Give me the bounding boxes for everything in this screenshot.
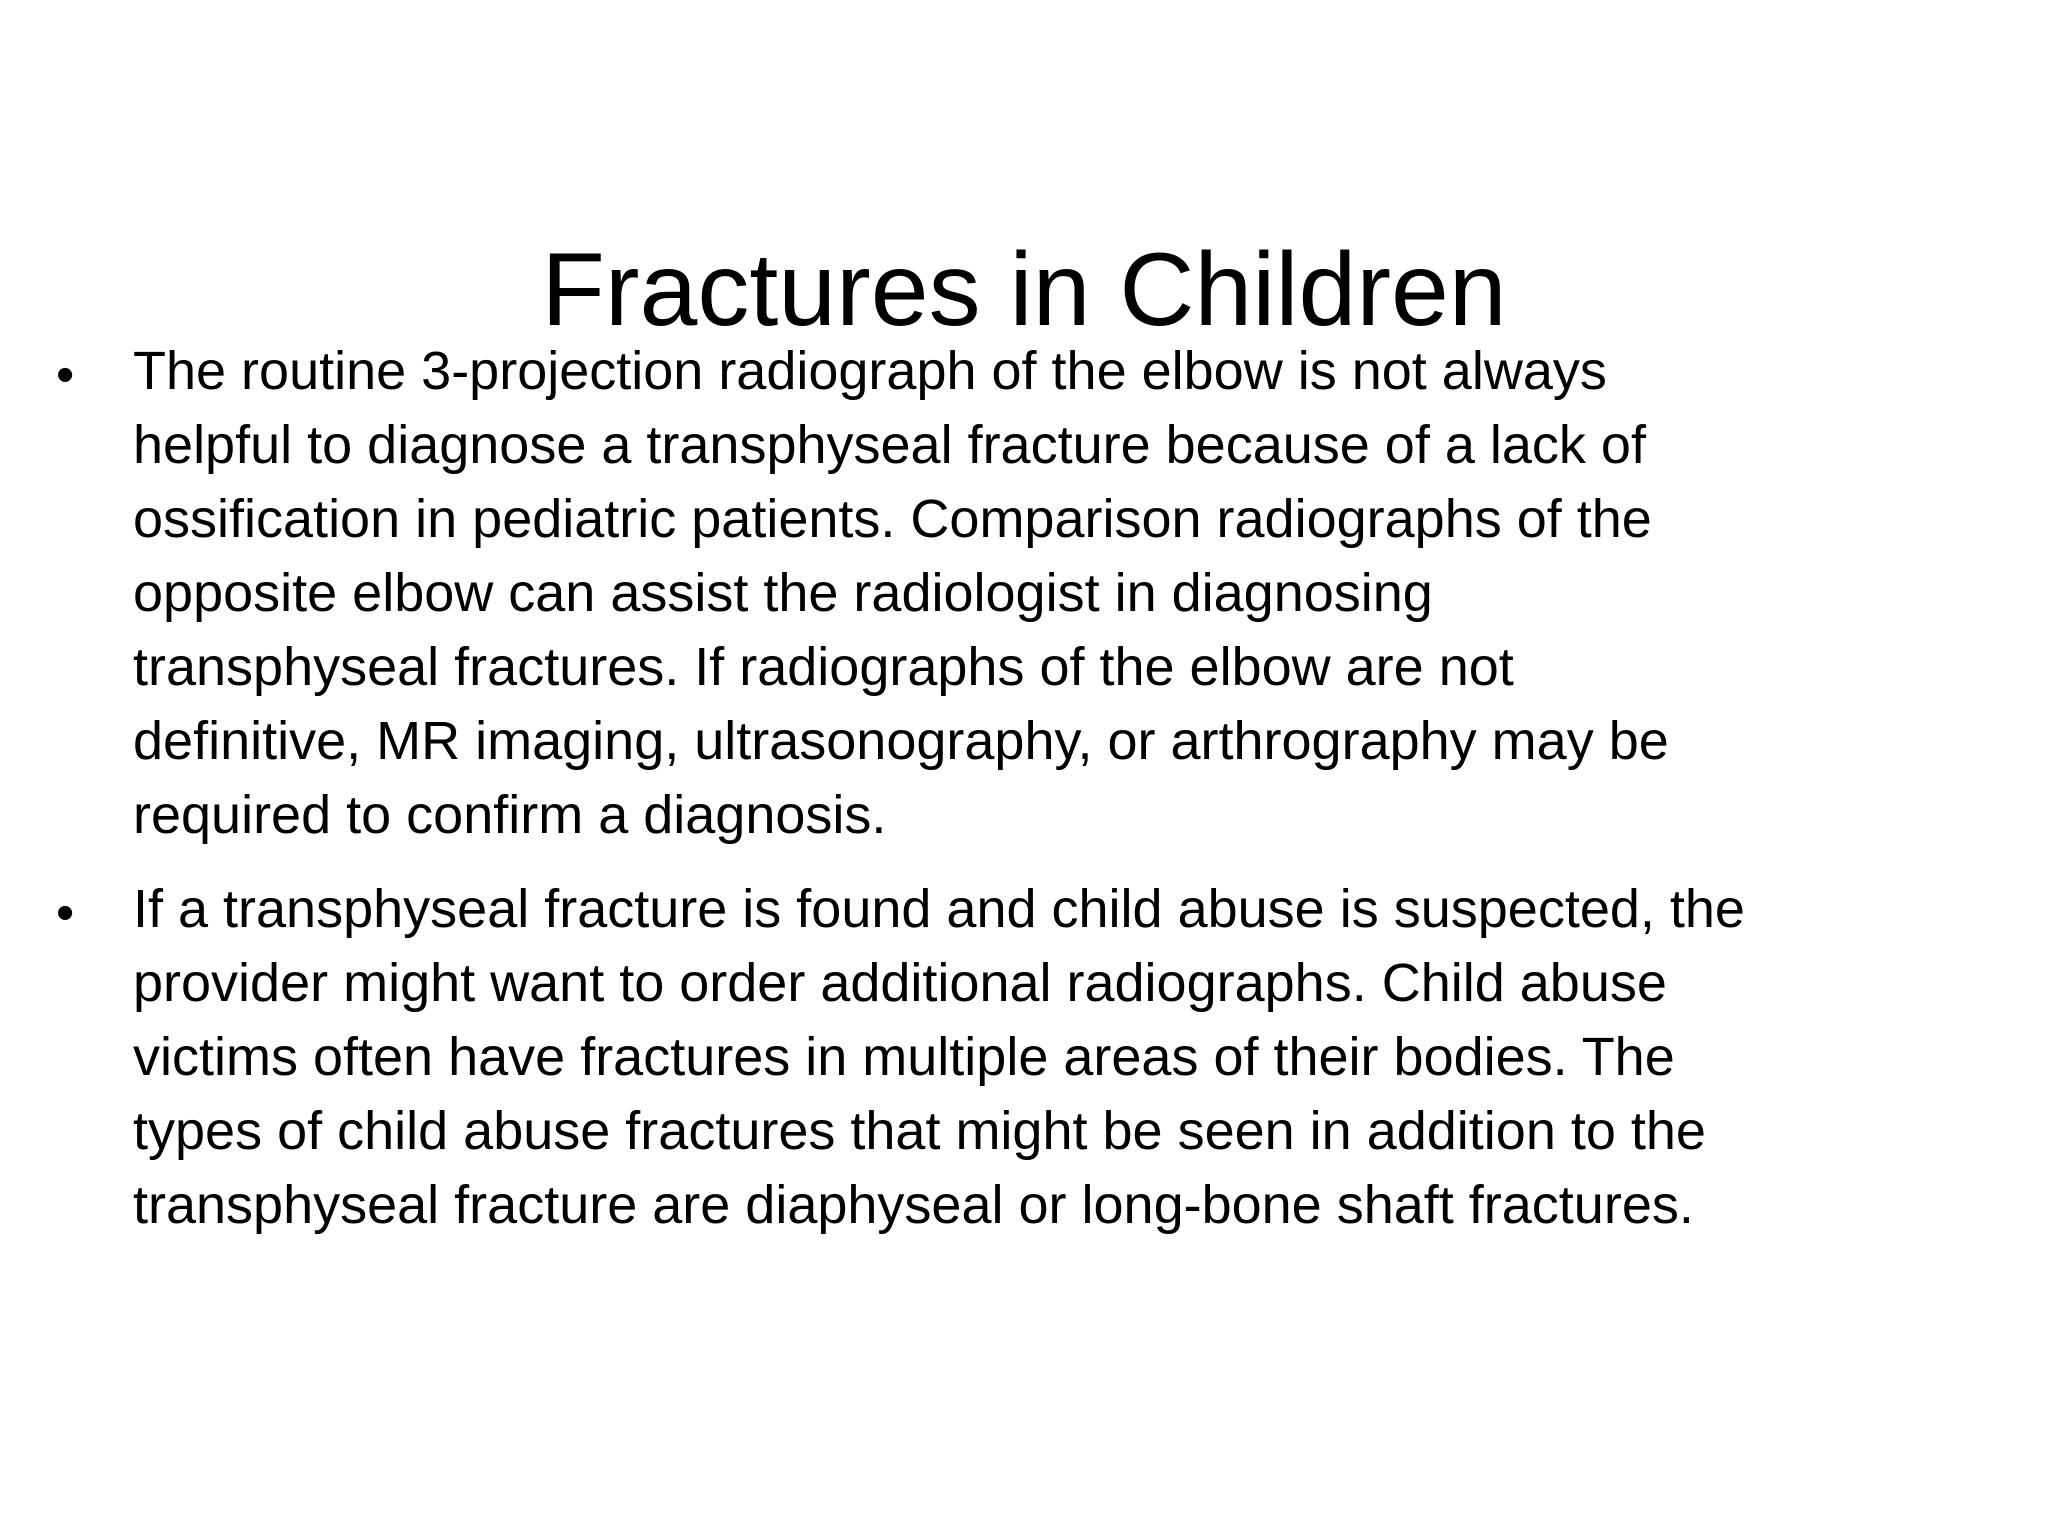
bullet-list — [0, 334, 2048, 1242]
bullet-dot-icon: • — [56, 346, 75, 404]
text-line: The routine 3-projection radiograph of the elbow is not always — [133, 341, 1607, 401]
text-line: definitive, MR imaging, ultrasonography, or arthrography may be — [133, 711, 1669, 771]
text-line: victims often have fractures in multiple areas of their bodies. The — [133, 1027, 1675, 1087]
bullet-item-2 — [0, 872, 2048, 1242]
slide-title: Fractures in Children — [541, 232, 1507, 348]
text-line: If a transphyseal fracture is found and child abuse is suspected, the — [133, 879, 1745, 939]
text-line: opposite elbow can assist the radiologist in diagnosing — [133, 563, 1433, 623]
bullet-text — [133, 334, 2048, 852]
bullet-item-1 — [0, 334, 2048, 852]
bullet-text — [133, 872, 2048, 1242]
text-line: provider might want to order additional radiographs. Child abuse — [133, 953, 1667, 1013]
text-line: ossification in pediatric patients. Comparison radiographs of the — [133, 489, 1652, 549]
text-line: types of child abuse fractures that might be seen in addition to the — [133, 1101, 1706, 1161]
text-line: transphyseal fracture are diaphyseal or long-bone shaft fractures. — [133, 1175, 1694, 1235]
text-line: helpful to diagnose a transphyseal fracture because of a lack of — [133, 415, 1646, 475]
text-line: required to confirm a diagnosis. — [133, 785, 887, 845]
text-line: transphyseal fractures. If radiographs of the elbow are not — [133, 637, 1514, 697]
bullet-dot-icon: • — [56, 884, 75, 942]
